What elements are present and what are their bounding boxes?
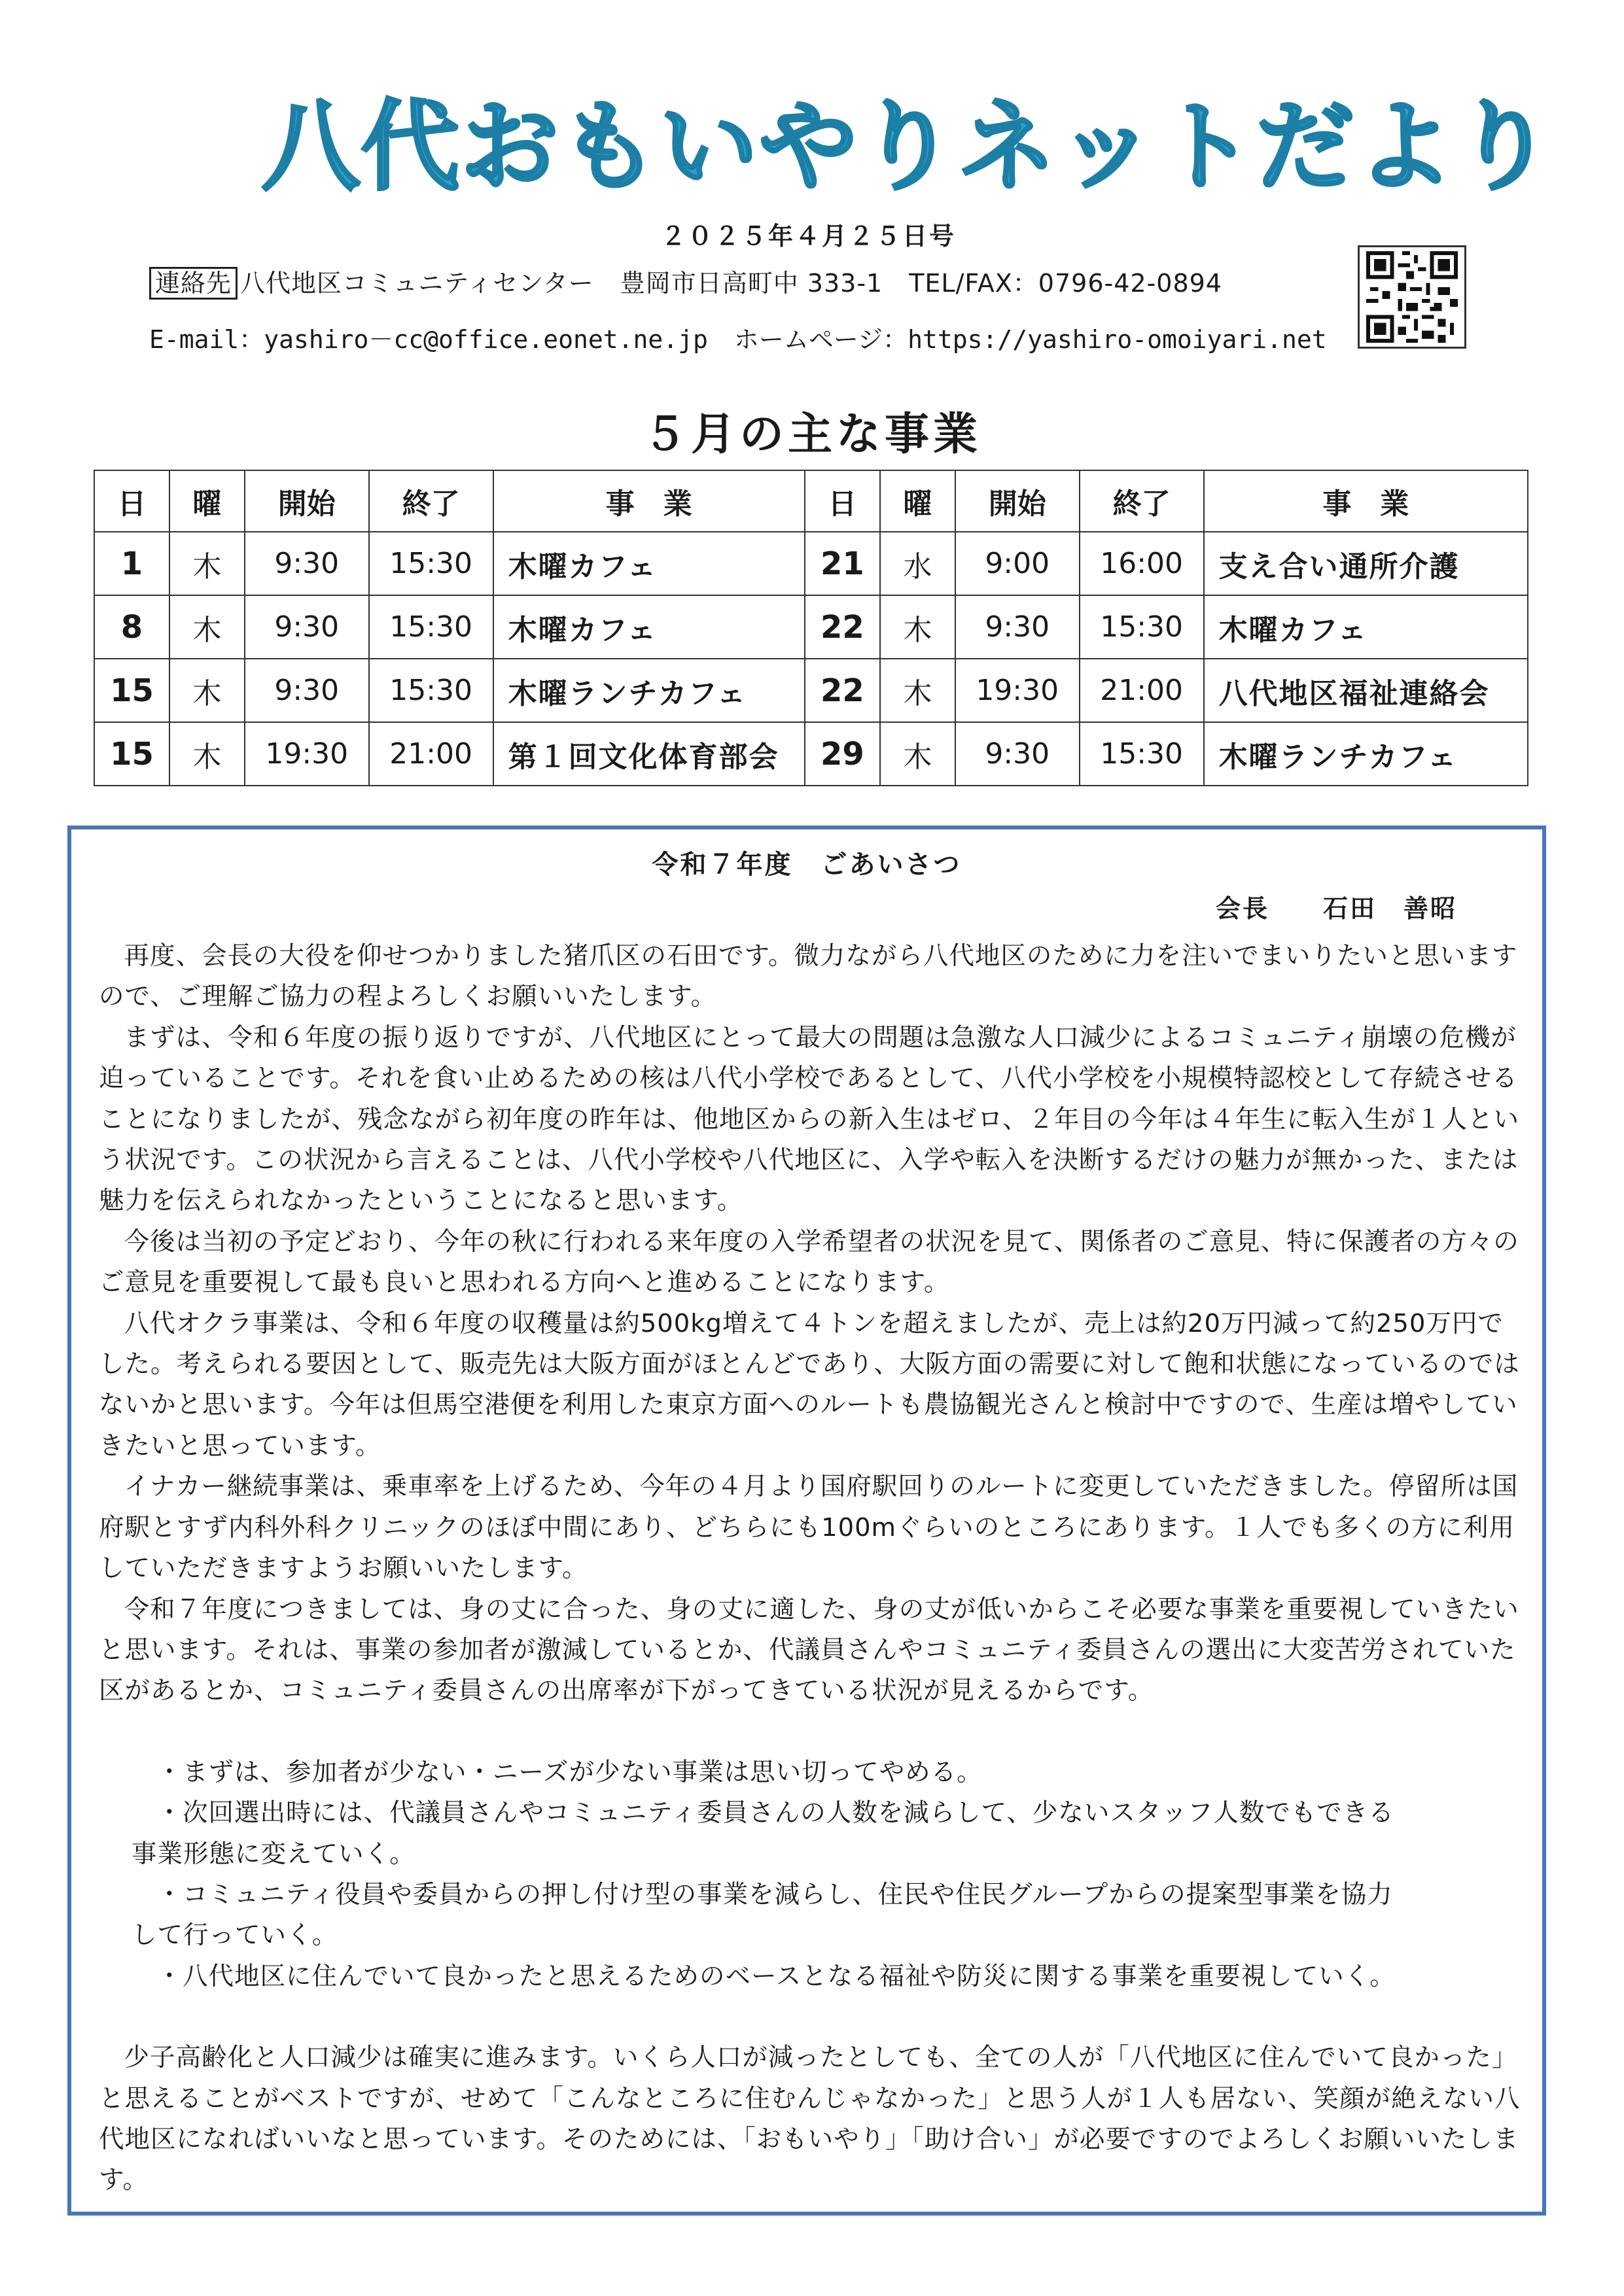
start-cell: 19:30	[245, 722, 369, 786]
schedule-title: ５月の主な事業	[642, 409, 981, 461]
day-cell: 29	[805, 722, 880, 786]
weekday-cell: 木	[880, 659, 955, 722]
day-cell: 21	[805, 532, 880, 595]
end-cell: 15:30	[1080, 595, 1204, 659]
header-cell: 日	[94, 470, 169, 532]
bullet-item	[99, 1793, 1525, 1875]
contact-email[interactable]: E-mail：yashiro－cc@office.eonet.ne.jp	[149, 325, 708, 354]
bullet-item	[99, 1957, 1525, 1997]
bullet-text: ・次回選出時には、代議員さんやコミュニティ委員さんの人数を減らして、少ないスタッフ人数でもできる	[156, 1798, 1394, 1828]
greeting-author: 会長 石田 善昭	[1215, 894, 1457, 923]
schedule-table	[94, 470, 1528, 786]
end-cell: 15:30	[1080, 722, 1204, 786]
greeting-box	[67, 826, 1546, 2216]
table-header-row	[94, 470, 1528, 532]
weekday-cell: 木	[169, 595, 245, 659]
day-cell: 8	[94, 595, 169, 659]
end-cell: 15:30	[369, 595, 493, 659]
header-cell: 事 業	[1204, 470, 1528, 532]
greeting-paragraph: まずは、令和６年度の振り返りですが、八代地区にとって最大の問題は急激な人口減少によるコミュニティ崩壊の危機が迫っていることです。それを食い止めるための核は八代小学校であるとして、八代小学校を小規模特認校として存続させることになりましたが、残念ながら初年度の昨年は、他地区からの新入生はゼロ、２年目の今年は４年生に転入生が１人という状況です。この状況から言えることは、八代小学校や八代地区に、入学や転入を決断するだけの魅力が無かった、または魅力を伝えられなかったということになると思います。	[99, 1022, 1519, 1216]
day-cell: 22	[805, 659, 880, 722]
day-cell: 15	[94, 659, 169, 722]
weekday-cell: 木	[169, 722, 245, 786]
greeting-title: 令和７年度 ごあいさつ	[652, 850, 962, 880]
bullet-continuation: して行っていく。	[132, 1921, 338, 1951]
contact-line	[149, 263, 1222, 299]
event-cell: 木曜カフェ	[493, 595, 805, 659]
weekday-cell: 木	[880, 722, 955, 786]
greeting-paragraph: 今後は当初の予定どおり、今年の秋に行われる来年度の入学希望者の状況を見て、関係者のご意見、特に保護者の方々のご意見を重要視して最も良いと思われる方向へと進めることになります。	[99, 1226, 1519, 1298]
contact-tel-fax: TEL/FAX：0796-42-0894	[909, 269, 1222, 298]
greeting-paragraph: イナカー継続事業は、乗車率を上げるため、今年の４月より国府駅回りのルートに変更していただきました。停留所は国府駅とすず内科外科クリニックのほぼ中間にあり、どちらにも100mぐらいのところにあります。１人でも多くの方に利用していただきますようお願いいたします。	[99, 1472, 1519, 1584]
header-cell: 事 業	[493, 470, 805, 532]
event-cell: 八代地区福祉連絡会	[1204, 659, 1528, 722]
issue-date: ２０２５年４月２５日号	[661, 222, 957, 251]
day-cell: 1	[94, 532, 169, 595]
event-cell: 木曜カフェ	[1204, 595, 1528, 659]
header-cell: 曜	[880, 470, 955, 532]
weekday-cell: 木	[169, 659, 245, 722]
contact-org: 八代地区コミュニティセンター	[240, 269, 594, 298]
end-cell: 21:00	[1080, 659, 1204, 722]
end-cell: 15:30	[369, 532, 493, 595]
end-cell: 16:00	[1080, 532, 1204, 595]
table-row	[94, 532, 1528, 595]
table-row	[94, 595, 1528, 659]
start-cell: 9:30	[245, 595, 369, 659]
day-cell: 22	[805, 595, 880, 659]
start-cell: 19:30	[955, 659, 1080, 722]
contact-label: 連絡先	[149, 267, 238, 300]
contact-homepage[interactable]: ホームページ：https://yashiro-omoiyari.net	[733, 325, 1327, 354]
start-cell: 9:30	[955, 722, 1080, 786]
greeting-paragraph: 八代オクラ事業は、令和６年度の収穫量は約500kg増えて４トンを超えましたが、売上は約20万円減って約250万円でした。考えられる要因として、販売先は大阪方面がほとんどであり、大阪方面の需要に対して飽和状態になっているのではないかと思います。今年は但馬空港便を利用した東京方面へのルートも農協観光さんと検討中ですので、生産は増やしていきたいと思っています。	[99, 1308, 1520, 1461]
start-cell: 9:30	[245, 532, 369, 595]
table-row	[94, 722, 1528, 786]
header-cell: 終了	[369, 470, 493, 532]
start-cell: 9:30	[955, 595, 1080, 659]
header-cell: 終了	[1080, 470, 1204, 532]
weekday-cell: 水	[880, 532, 955, 595]
greeting-closing: 少子高齢化と人口減少は確実に進みます。いくら人口が減ったとしても、全ての人が「八代地区に住んでいて良かった」と思えることがベストですが、せめて「こんなところに住むんじゃなかった」と思う人が１人も居ない、笑顔が絶えない八代地区になればいいなと思っています。そのためには、「おもいやり」「助け合い」が必要ですのでよろしくお願いいたします。	[99, 2043, 1521, 2195]
bullet-text: ・コミュニティ役員や委員からの押し付け型の事業を減らし、住民や住民グループからの提案型事業を協力	[156, 1879, 1393, 1909]
contact-address: 豊岡市日高町中 333-1	[620, 269, 883, 298]
event-cell: 木曜ランチカフェ	[1204, 722, 1528, 786]
weekday-cell: 木	[880, 595, 955, 659]
header-cell: 曜	[169, 470, 245, 532]
bullet-item	[99, 1752, 1525, 1793]
event-cell: 支え合い通所介護	[1204, 532, 1528, 595]
table-row	[94, 659, 1528, 722]
header-cell: 日	[805, 470, 880, 532]
end-cell: 21:00	[369, 722, 493, 786]
greeting-paragraph: 再度、会長の大役を仰せつかりました猪爪区の石田です。微力ながら八代地区のために力を注いでまいりたいと思いますので、ご理解ご協力の程よろしくお願いいたします。	[99, 941, 1518, 1012]
bullet-item	[99, 1875, 1525, 1957]
header-cell: 開始	[955, 470, 1080, 532]
day-cell: 15	[94, 722, 169, 786]
end-cell: 15:30	[369, 659, 493, 722]
bullet-text: ・八代地区に住んでいて良かったと思えるためのベースとなる福祉や防災に関する事業を重要視していく。	[156, 1961, 1396, 1991]
event-cell: 木曜ランチカフェ	[493, 659, 805, 722]
header-cell: 開始	[245, 470, 369, 532]
newsletter-title: 八代おもいやりネットだより	[262, 90, 1555, 204]
web-line	[149, 319, 1327, 355]
event-cell: 第１回文化体育部会	[493, 722, 805, 786]
qr-code-icon	[1358, 245, 1466, 349]
start-cell: 9:00	[955, 532, 1080, 595]
weekday-cell: 木	[169, 532, 245, 595]
start-cell: 9:30	[245, 659, 369, 722]
greeting-body	[99, 936, 1525, 2201]
bullet-text: ・まずは、参加者が少ない・ニーズが少ない事業は思い切ってやめる。	[156, 1757, 983, 1787]
greeting-paragraph: 令和７年度につきましては、身の丈に合った、身の丈に適した、身の丈が低いからこそ必要な事業を重要視していきたいと思います。それは、事業の参加者が激減しているとか、代議員さんやコミュニティ委員さんの選出に大変苦労されていた区があるとか、コミュニティ委員さんの出席率が下がってきている状況が見えるからです。	[99, 1594, 1519, 1706]
bullet-continuation: 事業形態に変えていく。	[132, 1839, 415, 1869]
event-cell: 木曜カフェ	[493, 532, 805, 595]
